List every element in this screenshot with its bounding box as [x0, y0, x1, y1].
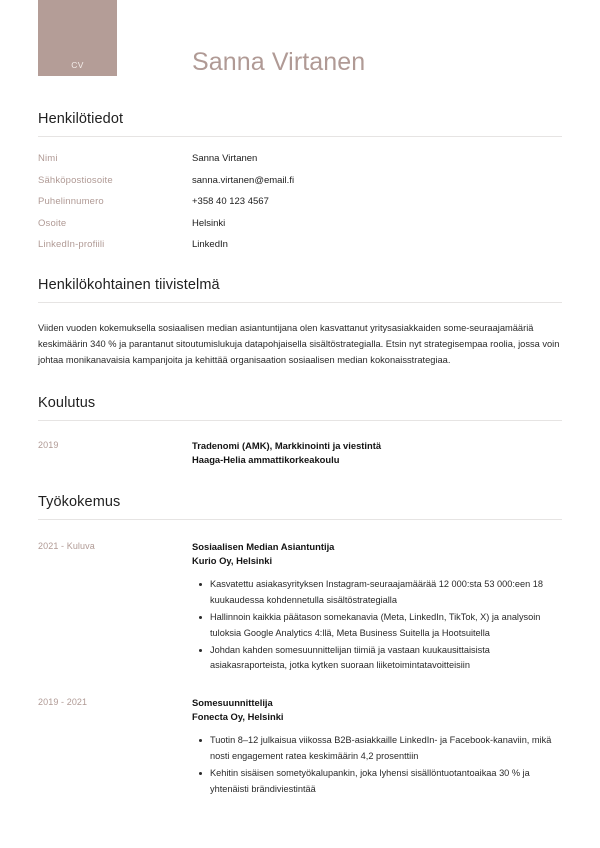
list-item: Kehitin sisäisen sometyökalupankin, joka lyhensi sisällöntuotantoaikaa 30 % ja yhtenäisti brändiviestintää [210, 766, 562, 797]
page-title: Sanna Virtanen [192, 48, 366, 76]
list-item: Kasvatettu asiakasyrityksen Instagram-seuraajamäärää 12 000:sta 53 000:een 18 kuukaudessa kohdennetulla sisältöstrategialla [210, 577, 562, 608]
cv-header [0, 0, 600, 104]
education-entry [38, 439, 562, 468]
section-heading-experience: Työkokemus [38, 493, 121, 510]
list-item: Johdan kahden somesuunnittelijan tiimiä ja vastaan kuukausittaisista asiakasraporteista, jotka kytken suoraan liiketoimintatavoitteisiin [210, 643, 562, 674]
table-row [38, 239, 562, 250]
entry-title: Sosiaalisen Median Asiantuntija [192, 540, 335, 552]
table-row [38, 175, 562, 186]
entry-body [192, 439, 562, 468]
list-item: Tuotin 8–12 julkaisua viikossa B2B-asiakkaille LinkedIn- ja Facebook-kanaviin, mikä nosti engagement ratea keskimäärin 4,2 prosenttiin [210, 733, 562, 764]
table-row [38, 218, 562, 229]
table-row [38, 196, 562, 207]
info-value: +358 40 123 4567 [192, 196, 269, 207]
experience-entry [38, 696, 562, 799]
info-label: Sähköpostiosoite [38, 174, 113, 186]
entry-title: Somesuunnittelija [192, 696, 273, 708]
cv-badge-label: CV [71, 60, 84, 70]
entry-date: 2021 - Kuluva [38, 540, 95, 551]
experience-entry [38, 540, 562, 676]
section-divider [38, 420, 562, 421]
entry-organization: Fonecta Oy, Helsinki [192, 711, 284, 723]
info-value: Sanna Virtanen [192, 153, 258, 164]
entry-bullet-list [192, 577, 562, 674]
section-divider [38, 519, 562, 520]
section-divider [38, 136, 562, 137]
summary-text: Viiden vuoden kokemuksella sosiaalisen median asiantuntijana olen kasvattanut yritysasiakkaiden some-seuraajamääriä keskimäärin 340 % ja parantanut sitoutumislukuja datapohjaisella sisältöstrategialla. Etsin nyt strategisempaa roolia, jossa voin johtaa monikanavaisia kampanjoita ja kehittää organisaation sosiaalisen median kokonaisstrategiaa. [38, 323, 560, 365]
info-label: Nimi [38, 153, 58, 164]
info-label: Osoite [38, 217, 67, 229]
info-value-linkedin: LinkedIn [192, 239, 228, 250]
section-personal-info [0, 111, 600, 250]
entry-date: 2019 - 2021 [38, 696, 88, 707]
section-education [0, 395, 600, 468]
list-item: Hallinnoin kaikkia päätason somekanavia (Meta, LinkedIn, TikTok, X) ja analysoin tuloksia Google Analytics 4:llä, Meta Business Suitella ja Hootsuitella [210, 610, 562, 641]
section-heading-education: Koulutus [38, 394, 96, 411]
personal-info-table [38, 153, 562, 250]
info-label: Puhelinnumero [38, 196, 104, 207]
entry-bullet-list [192, 733, 562, 797]
entry-organization: Haaga-Helia ammattikorkeakoulu [192, 454, 340, 466]
table-row [38, 153, 562, 164]
info-value: sanna.virtanen@email.fi [192, 174, 295, 186]
cv-badge [38, 0, 117, 76]
section-experience [0, 494, 600, 800]
section-heading-personal-info: Henkilötiedot [38, 111, 124, 127]
entry-body [192, 540, 562, 676]
section-heading-summary: Henkilökohtainen tiivistelmä [38, 277, 220, 293]
info-value: Helsinki [192, 217, 226, 229]
entry-title: Tradenomi (AMK), Markkinointi ja viestintä [192, 439, 382, 451]
entry-body [192, 696, 562, 799]
section-summary [0, 277, 600, 369]
info-label: LinkedIn-profiili [38, 239, 105, 250]
entry-organization: Kurio Oy, Helsinki [192, 554, 273, 566]
section-divider [38, 302, 562, 303]
entry-date: 2019 [38, 439, 59, 450]
